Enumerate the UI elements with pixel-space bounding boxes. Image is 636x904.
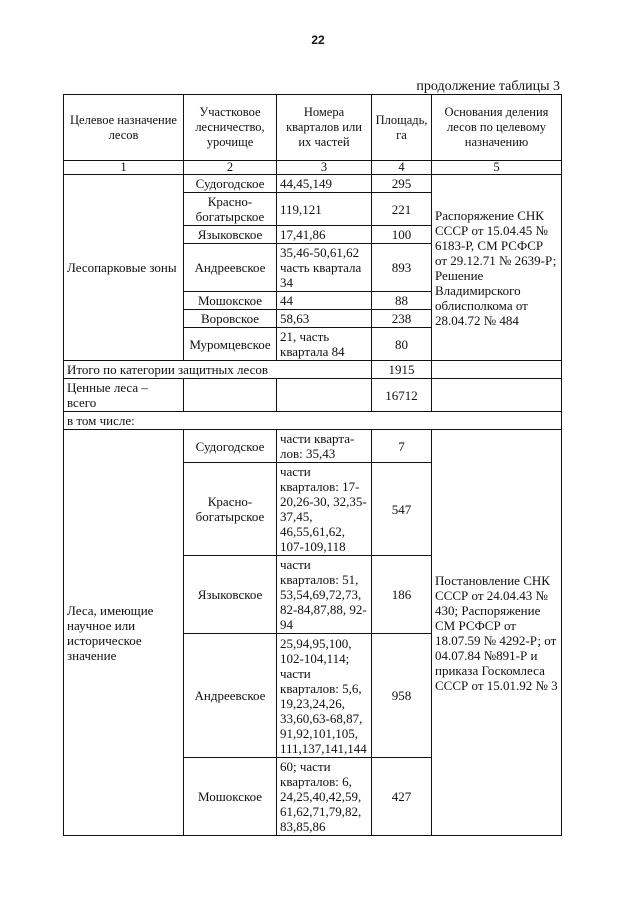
forestry-cell: Мошокское [184,758,277,836]
quarters-cell: части кварта-лов: 35,43 [277,430,372,463]
column-number: 5 [432,161,562,175]
quarters-cell: части кварталов: 51, 53,54,69,72,73, 82-84,87,88, 92-94 [277,556,372,634]
area-cell: 295 [372,175,432,193]
area-cell: 221 [372,193,432,226]
purpose-cell: Лесопарковые зоны [64,175,184,361]
column-number: 2 [184,161,277,175]
area-cell: 893 [372,244,432,292]
forestry-cell: Муромцевское [184,328,277,361]
quarters-cell: 25,94,95,100, 102-104,114; части кварталов: 5,6, 19,23,24,26, 33,60,63-68,87, 91,92,101,105, 111,137,141,144 [277,634,372,758]
area-cell: 88 [372,292,432,310]
empty-cell [432,361,562,379]
forestry-cell: Судогодское [184,430,277,463]
quarters-cell: 58,63 [277,310,372,328]
forestry-cell: Языковское [184,226,277,244]
total-label: Итого по категории защитных лесов [64,361,372,379]
quarters-cell: части кварталов: 17-20,26-30, 32,35-37,45, 46,55,61,62, 107-109,118 [277,463,372,556]
forestry-cell: Красно-богатырское [184,463,277,556]
valuable-area: 16712 [372,379,432,412]
empty-cell [432,379,562,412]
table-row [64,175,562,193]
area-cell: 186 [372,556,432,634]
header-quarters: Номера кварталов или их частей [277,95,372,161]
including-label: в том числе: [64,412,562,430]
area-cell: 547 [372,463,432,556]
quarters-cell: 44 [277,292,372,310]
table-row [64,430,562,463]
total-row [64,361,562,379]
basis-cell: Распоряжение СНК СССР от 15.04.45 № 6183-Р, СМ РСФСР от 29.12.71 № 2639-Р; Решение Владимирского облисполкома от 28.04.72 № 484 [432,175,562,361]
forestry-cell: Андреевское [184,244,277,292]
area-cell: 427 [372,758,432,836]
area-cell: 238 [372,310,432,328]
quarters-cell: 60; части кварталов: 6, 24,25,40,42,59, 61,62,71,79,82, 83,85,86 [277,758,372,836]
quarters-cell: 119,121 [277,193,372,226]
area-cell: 80 [372,328,432,361]
column-number: 3 [277,161,372,175]
quarters-cell: 44,45,149 [277,175,372,193]
column-number: 1 [64,161,184,175]
total-area: 1915 [372,361,432,379]
basis-cell: Постановление СНК СССР от 24.04.43 № 430; Распоряжение СМ РСФСР от 18.07.59 № 4292-Р; от 04.07.84 №891-Р и приказа Госкомлеса СССР от 15.01.92 № 3 [432,430,562,836]
area-cell: 958 [372,634,432,758]
column-number-row [64,161,562,175]
empty-cell [277,379,372,412]
header-forestry: Участковое лесничество, урочище [184,95,277,161]
forest-table [63,94,562,836]
header-purpose: Целевое назначение лесов [64,95,184,161]
quarters-cell: 35,46-50,61,62 часть квартала 34 [277,244,372,292]
area-cell: 7 [372,430,432,463]
quarters-cell: 17,41,86 [277,226,372,244]
header-basis: Основания деления лесов по целевому назначению [432,95,562,161]
table-caption: продолжение таблицы 3 [416,79,560,94]
header-area: Площадь, га [372,95,432,161]
column-number: 4 [372,161,432,175]
forestry-cell: Красно-богатырское [184,193,277,226]
forestry-cell: Языковское [184,556,277,634]
area-cell: 100 [372,226,432,244]
valuable-label: Ценные леса – всего [64,379,184,412]
empty-cell [184,379,277,412]
forestry-cell: Воровское [184,310,277,328]
forestry-cell: Андреевское [184,634,277,758]
forestry-cell: Мошокское [184,292,277,310]
including-row [64,412,562,430]
valuable-row [64,379,562,412]
quarters-cell: 21, часть квартала 84 [277,328,372,361]
forestry-cell: Судогодское [184,175,277,193]
page-number: 22 [311,33,325,47]
purpose-cell: Леса, имеющие научное или историческое значение [64,430,184,836]
header-row [64,95,562,161]
